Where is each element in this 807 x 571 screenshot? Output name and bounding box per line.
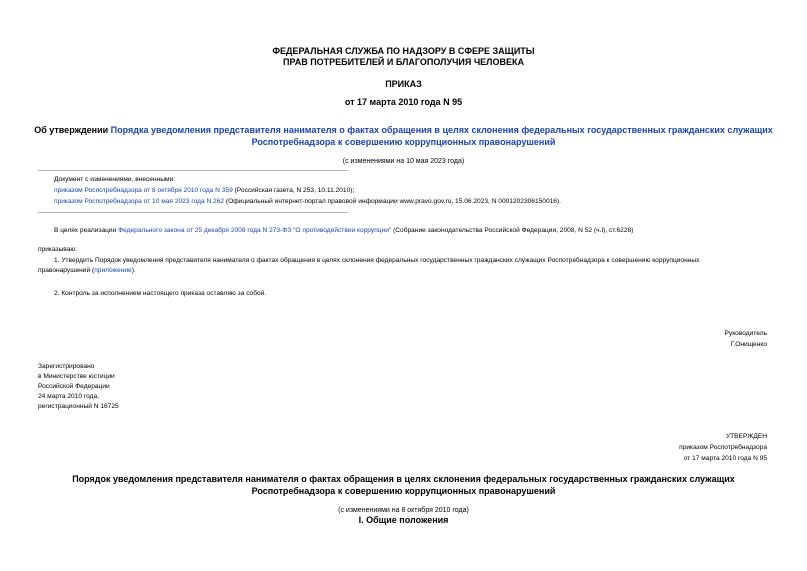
amendments-intro: Документ с изменениями, внесенными: xyxy=(54,176,176,183)
paragraph-1-line1: 1. Утвердить Порядок уведомления представителя нанимателя о фактах обращения в целях склонения федеральных государственных гражданских служащих Роспотребнадзора к совершению коррупционных xyxy=(54,257,700,264)
signature-name: Г.Онищенко xyxy=(730,341,767,348)
amendment-text-1: (Российская газета, N 253, 10.11.2010); xyxy=(232,187,355,194)
title-link-procedure-cont[interactable]: Роспотребнадзора к совершению коррупционных правонарушений xyxy=(251,137,556,147)
title-changes-note: (с изменениями на 10 мая 2023 года) xyxy=(342,158,465,165)
document-title xyxy=(0,125,807,136)
annex-title-line1: Порядок уведомления представителя нанимателя о фактах обращения в целях склонения федеральных государственных гражданских служащих xyxy=(72,474,735,484)
amendment-item-1 xyxy=(54,186,354,196)
agency-name-line2: ПРАВ ПОТРЕБИТЕЛЕЙ И БЛАГОПОЛУЧИЯ ЧЕЛОВЕКА xyxy=(283,57,524,67)
document-title-line2 xyxy=(0,137,807,148)
paragraph-1-text-a: правонарушений ( xyxy=(38,267,95,274)
agency-name-line1: ФЕДЕРАЛЬНАЯ СЛУЖБА ПО НАДЗОРУ В СФЕРЕ ЗАЩИТЫ xyxy=(272,46,535,56)
order-word: приказываю: xyxy=(38,246,78,253)
paragraph-1-text-b: ). xyxy=(131,267,136,274)
registration-line1: Зарегистрировано xyxy=(38,363,95,370)
annex-link[interactable]: приложение xyxy=(94,267,132,274)
document-type: ПРИКАЗ xyxy=(385,79,422,89)
amendments-top-divider xyxy=(38,170,348,171)
registration-line5: регистрационный N 16725 xyxy=(38,403,119,410)
section-heading-general: I. Общие положения xyxy=(358,515,449,525)
amendment-link-2[interactable]: приказом Роспотребнадзора от 10 мая 2023 года N 262 xyxy=(54,198,225,205)
registration-line3: Российской Федерации xyxy=(38,383,110,390)
paragraph-2: 2. Контроль за исполнением настоящего приказа оставляю за собой. xyxy=(54,290,267,297)
amendment-link-1[interactable]: приказом Роспотребнадзора от 8 октября 2010 года N 359 xyxy=(54,187,233,194)
preamble-text-b: (Собрание законодательства Российской Федерации, 2008, N 52 (ч.I), ст.6228) xyxy=(391,227,634,234)
registration-line2: в Министерстве юстиции xyxy=(38,373,115,380)
signature-role: Руководитель xyxy=(724,330,767,337)
approval-line3: от 17 марта 2010 года N 95 xyxy=(683,455,767,462)
document-date: от 17 марта 2010 года N 95 xyxy=(344,97,463,107)
paragraph-1-line2 xyxy=(38,266,136,276)
registration-line4: 24 марта 2010 года, xyxy=(38,393,99,400)
title-prefix: Об утверждении xyxy=(34,125,111,135)
annex-changes-note: (с изменениями на 8 октября 2010 года) xyxy=(338,507,469,514)
preamble-text-a: В целях реализации xyxy=(54,227,119,234)
approval-line1: УТВЕРЖДЕН xyxy=(725,433,767,440)
preamble xyxy=(54,226,633,236)
federal-law-link[interactable]: Федерального закона от 25 декабря 2008 года N 273-ФЗ "О противодействии коррупции" xyxy=(118,227,392,234)
title-link-procedure[interactable]: Порядка уведомления представителя нанимателя о фактах обращения в целях склонения федеральных государственных гражданских служащих xyxy=(110,125,773,135)
amendment-text-2: (Официальный интернет-портал правовой информации www.pravo.gov.ru, 15.06.2023, N 0001202306150016). xyxy=(224,198,562,205)
approval-line2: приказом Роспотребнадзора xyxy=(679,444,767,451)
amendments-bottom-divider xyxy=(38,212,348,213)
amendment-item-2 xyxy=(54,197,561,207)
annex-title-line2: Роспотребнадзора к совершению коррупционных правонарушений xyxy=(251,486,556,496)
